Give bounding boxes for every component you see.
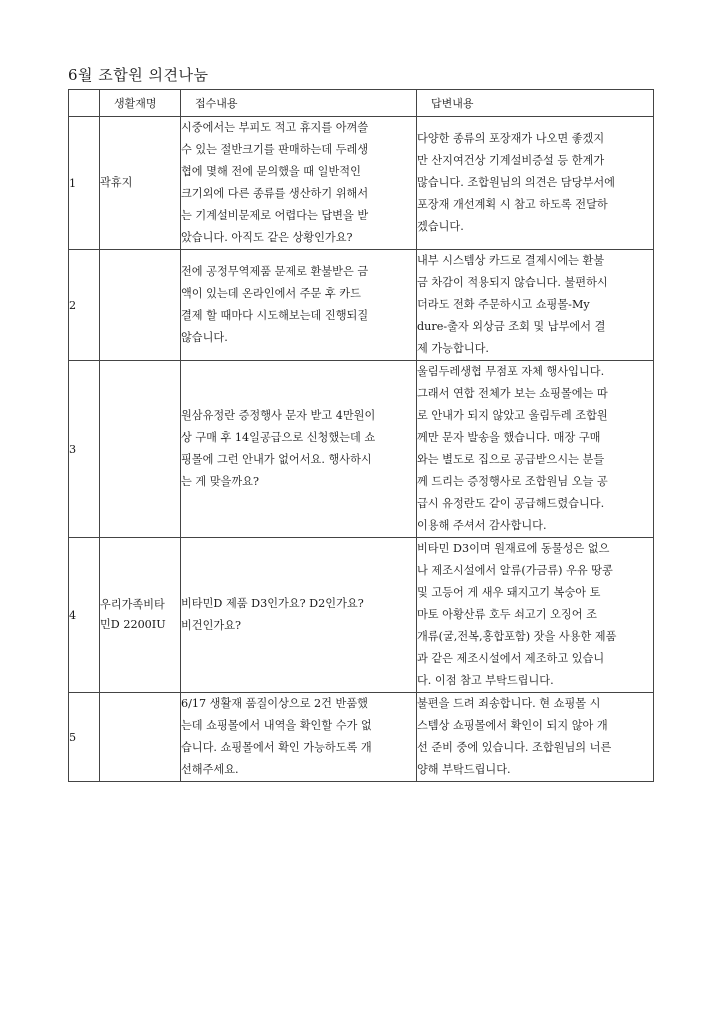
answer-content: 불편을 드려 죄송합니다. 현 쇼핑몰 시 스템상 쇼핑몰에서 확인이 되지 않아 개 선 준비 중에 있습니다. 조합원님의 너른 양해 부탁드립니다. [417,693,654,782]
header-received: 접수내용 [181,90,417,117]
received-content: 비타민D 제품 D3인가요? D2인가요? 비건인가요? [181,538,417,693]
header-answer: 답변내용 [417,90,654,117]
received-content: 전에 공정무역제품 문제로 환불받은 금 액이 있는데 온라인에서 주문 후 카드 결제 할 때마다 시도해보는데 진행되질 않습니다. [181,250,417,361]
row-number: 3 [69,361,100,538]
product-name [100,361,181,538]
opinion-table [68,89,654,782]
row-number: 5 [69,693,100,782]
row-number: 4 [69,538,100,693]
received-content: 원삼유정란 증정행사 문자 받고 4만원이 상 구매 후 14일공급으로 신청했는데 쇼 핑몰에 그런 안내가 없어서요. 행사하시 는 게 맞을까요? [181,361,417,538]
product-name: 우리가족비타 민D 2200IU [100,538,181,693]
table-row [69,117,654,250]
received-content: 시중에서는 부피도 적고 휴지를 아껴쓸 수 있는 절반크기를 판매하는데 두레생 협에 몇해 전에 문의했을 때 일반적인 크기외에 다른 종류를 생산하기 위해서 는 기계설비문제로 어렵다는 답변을 받 았습니다. 아직도 같은 상황인가요? [181,117,417,250]
table-row [69,693,654,782]
product-name [100,693,181,782]
product-name: 곽휴지 [100,117,181,250]
row-number: 2 [69,250,100,361]
product-name [100,250,181,361]
received-content: 6/17 생활재 품질이상으로 2건 반품했 는데 쇼핑몰에서 내역을 확인할 수가 없 습니다. 쇼핑몰에서 확인 가능하도록 개 선해주세요. [181,693,417,782]
row-number: 1 [69,117,100,250]
page-title: 6월 조합원 의견나눔 [68,66,209,84]
answer-content: 내부 시스템상 카드로 결제시에는 환불 금 차감이 적용되지 않습니다. 불편하시 더라도 전화 주문하시고 쇼핑몰-My dure-출자 외상금 조회 및 납부에서 결 제 가능합니다. [417,250,654,361]
table-row [69,250,654,361]
answer-content: 다양한 종류의 포장재가 나오면 좋겠지 만 산지여건상 기계설비증설 등 한계가 많습니다. 조합원님의 의견은 담당부서에 포장재 개선계획 시 참고 하도록 전달하 겠습니다. [417,117,654,250]
answer-content: 울림두레생협 무점포 자체 행사입니다. 그래서 연합 전체가 보는 쇼핑몰에는 따 로 안내가 되지 않았고 울림두레 조합원 께만 문자 발송을 했습니다. 매장 구매 와는 별도로 집으로 공급받으시는 분들 께 드리는 증정행사로 조합원님 오늘 공 급시 유정란도 같이 공급해드렸습니다. 이용해 주셔서 감사합니다. [417,361,654,538]
header-product: 생활재명 [100,90,181,117]
table-header-row [69,90,654,117]
header-no [69,90,100,117]
table-row [69,538,654,693]
table-row [69,361,654,538]
answer-content: 비타민 D3이며 원재료에 동물성은 없으 나 제조시설에서 알류(가금류) 우유 땅콩 및 고등어 게 새우 돼지고기 복숭아 토 마토 아황산류 호두 쇠고기 오징어 조 개류(굴,전복,홍합포함) 잣을 사용한 제품 과 같은 제조시설에서 제조하고 있습니 다. 이점 참고 부탁드립니다. [417,538,654,693]
